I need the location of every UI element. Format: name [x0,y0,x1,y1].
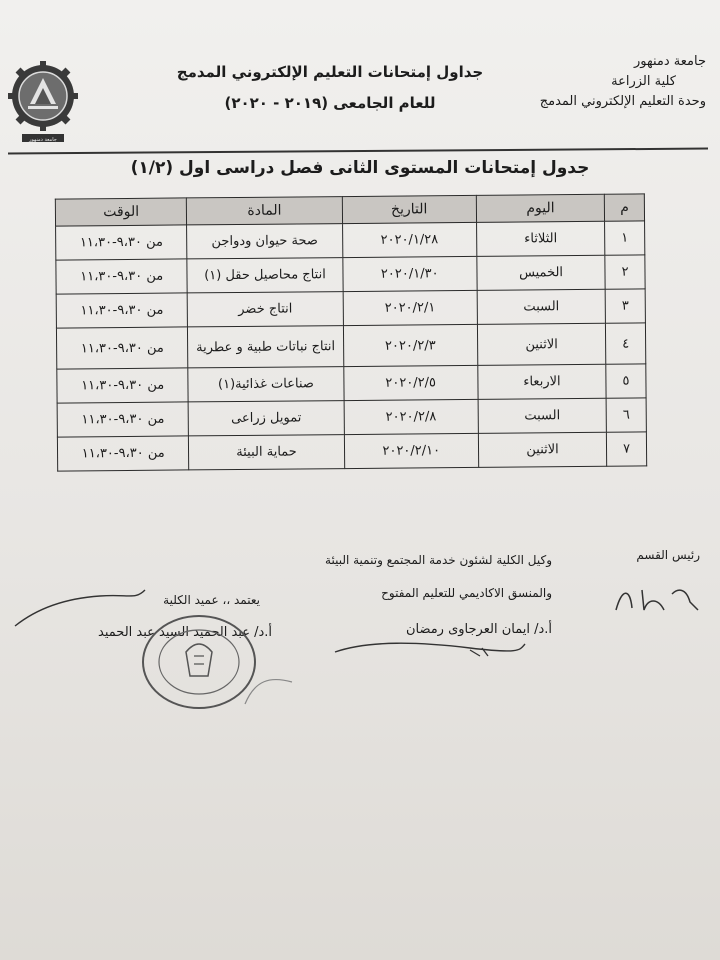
row-number: ٥ [606,364,646,398]
university-name: جامعة دمنهور [634,54,706,69]
table-row [56,255,645,294]
row-time: من ٩،٣٠-١١،٣٠ [56,327,188,369]
row-day: السبت [477,289,606,324]
vice-dean-title-line2: والمنسق الاكاديمي للتعليم المفتوح [381,586,552,600]
head-of-department-label: رئيس القسم [636,548,700,562]
row-date: ٢٠٢٠/٢/٣ [343,324,478,366]
col-header-number: م [604,194,644,221]
row-subject: انتاج نباتات طبية و عطرية [188,326,343,368]
pencil-mark-icon [240,670,300,710]
row-day: السبت [478,398,607,433]
title-line-1: جداول إمتحانات التعليم الإلكتروني المدمج [176,63,484,81]
header-divider [8,148,708,155]
table-row [56,323,645,369]
table-row [57,364,646,403]
col-header-date: التاريخ [342,195,477,223]
vice-dean-title-line1: وكيل الكلية لشئون خدمة المجتمع وتنمية البيئة [325,553,552,567]
dean-approval-label: يعتمد ،، عميد الكلية [163,593,260,607]
row-number: ٣ [605,289,645,323]
row-date: ٢٠٢٠/١/٢٨ [342,222,477,257]
vice-dean-name: أ.د/ ايمان العرجاوى رمضان [405,622,552,637]
row-subject: صحة حيوان ودواجن [187,224,342,259]
row-number: ٢ [605,255,645,289]
row-day: الخميس [477,255,606,290]
title-line-2: للعام الجامعى (٢٠١٩ - ٢٠٢٠) [224,94,436,112]
dean-signature-icon [10,586,150,636]
row-date: ٢٠٢٠/٢/١٠ [344,433,479,468]
row-number: ١ [605,221,645,255]
table-row [57,398,646,437]
row-time: من ٩،٣٠-١١،٣٠ [56,259,188,294]
faculty-name: كلية الزراعة [611,74,676,89]
row-subject: انتاج خضر [188,292,343,327]
row-day: الثلاثاء [476,221,605,256]
document-title [150,60,510,116]
head-signature-icon [608,580,708,620]
row-day: الاربعاء [478,364,607,399]
dean-name: أ.د/ عبد الحميد السيد عبد الحميد [98,625,272,640]
row-subject: صناعات غذائية(١) [188,367,343,402]
row-number: ٧ [607,432,647,466]
table-row [57,432,646,471]
row-date: ٢٠٢٠/٢/٥ [343,365,478,400]
col-header-subject: المادة [187,197,342,225]
col-header-time: الوقت [55,198,187,226]
row-time: من ٩،٣٠-١١،٣٠ [57,402,189,437]
col-header-day: اليوم [476,194,604,222]
vice-dean-signature-icon [330,630,530,660]
row-time: من ٩،٣٠-١١،٣٠ [56,293,188,328]
row-subject: حماية البيئة [189,435,344,470]
exam-schedule-table [55,193,647,471]
table-title: جدول إمتحانات المستوى الثانى فصل دراسى اول (١/٢) [130,158,590,178]
row-subject: انتاج محاصيل حقل (١) [187,258,342,293]
table-row [56,221,645,260]
row-time: من ٩،٣٠-١١،٣٠ [57,368,189,403]
row-day: الاثنين [478,432,607,467]
table-row [56,289,645,328]
row-day: الاثنين [477,323,606,365]
university-logo-icon [8,60,78,144]
row-time: من ٩،٣٠-١١،٣٠ [56,225,188,260]
unit-name: وحدة التعليم الإلكتروني المدمج [539,94,706,109]
logo-text: جامعة دمنهور [29,137,57,143]
row-date: ٢٠٢٠/٢/٨ [344,399,479,434]
row-date: ٢٠٢٠/١/٣٠ [342,256,477,291]
row-number: ٤ [606,323,646,364]
row-subject: تمويل زراعى [189,401,344,436]
row-time: من ٩،٣٠-١١،٣٠ [57,436,189,471]
institution-header [476,52,706,112]
row-number: ٦ [606,398,646,432]
row-date: ٢٠٢٠/٢/١ [343,290,478,325]
